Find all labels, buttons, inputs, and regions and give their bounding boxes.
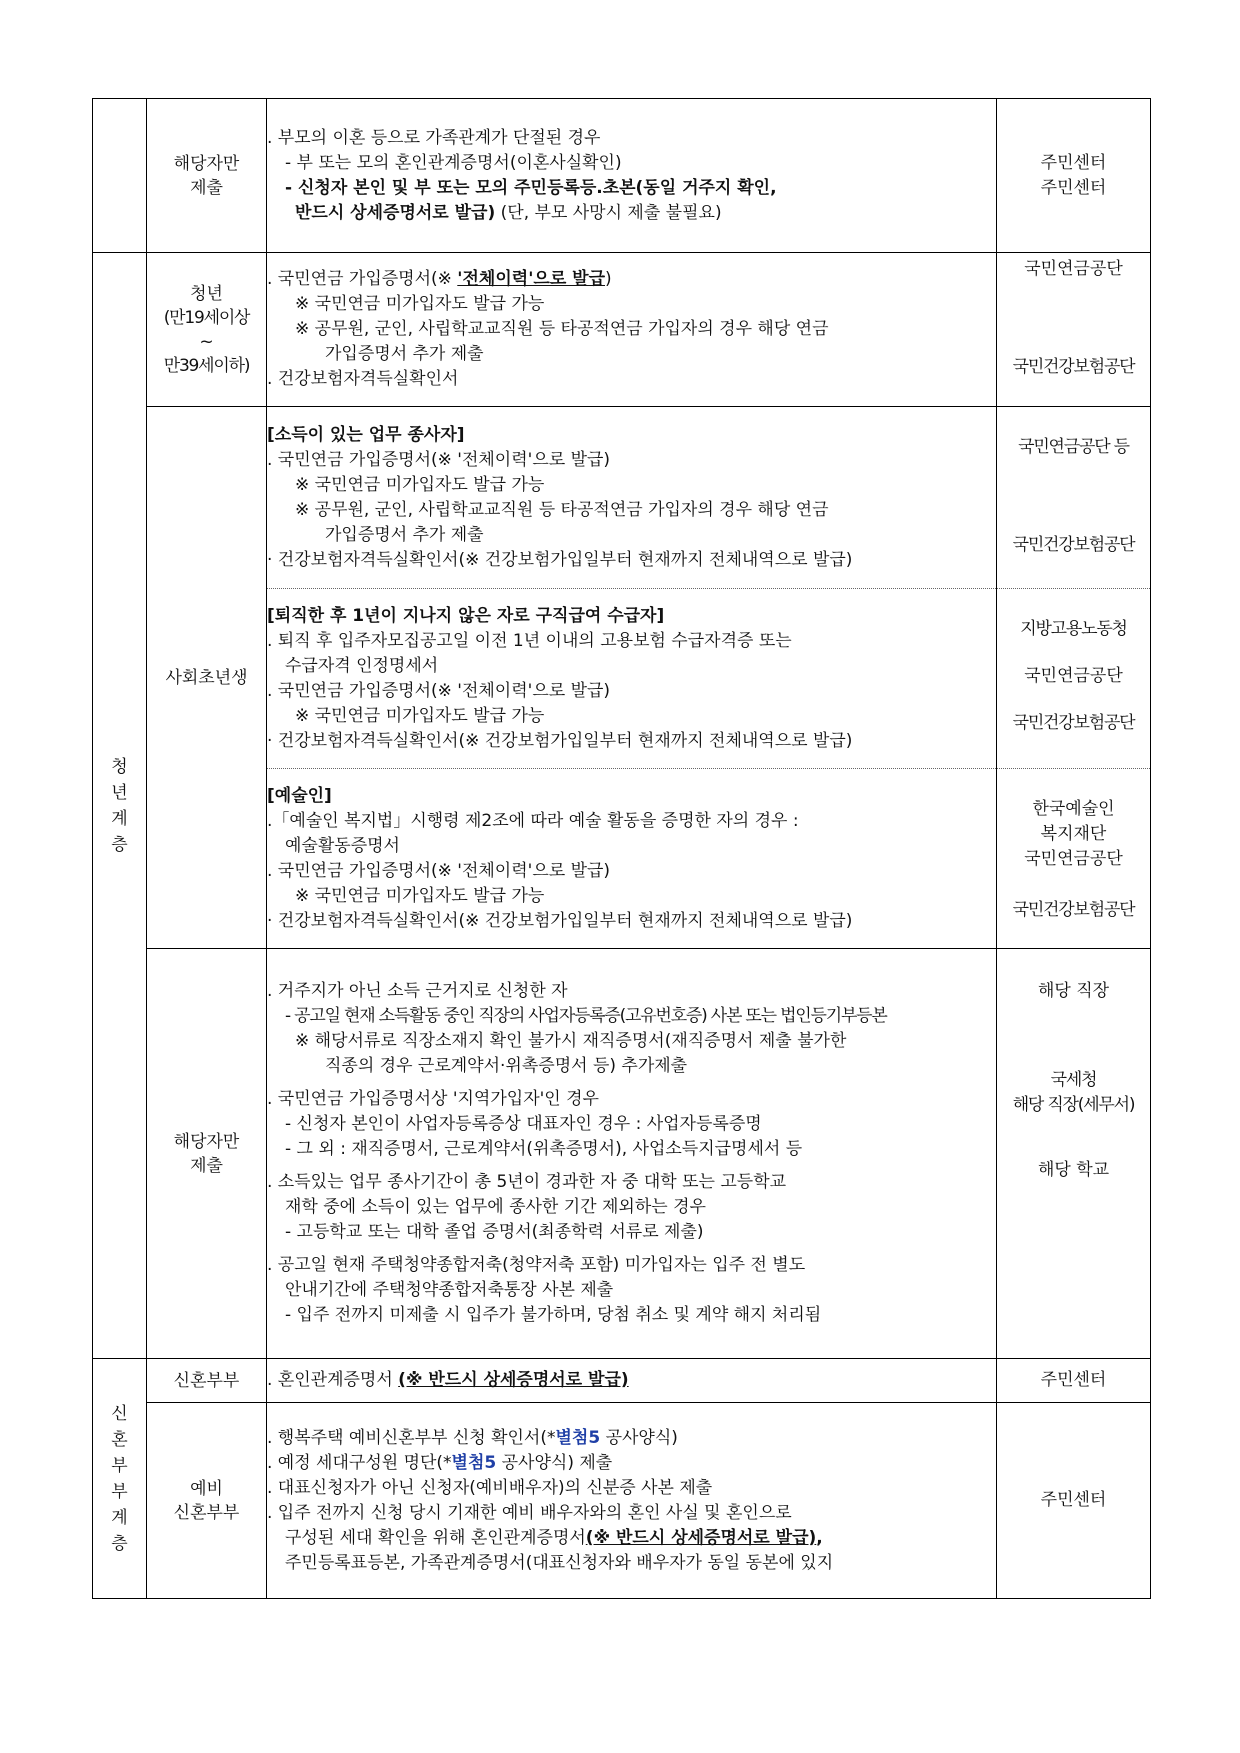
table-row xyxy=(93,253,1151,407)
list-item: · 건강보험자격득실확인서(※ 건강보험가입일부터 현재까지 전체내역으로 발급) xyxy=(267,549,853,570)
list-item: . 국민연금 가입증명서상 '지역가입자'인 경우 xyxy=(267,1089,599,1109)
list-item: 예술활동증명서 xyxy=(285,835,400,856)
issuer-cell: 국민연금공단 등 국민건강보험공단 xyxy=(997,407,1151,589)
list-item: . 국민연금 가입증명서(※ '전체이력'으로 발급) xyxy=(267,269,612,289)
table-row xyxy=(93,1403,1151,1599)
list-item: . 공고일 현재 주택청약종합저축(청약저축 포함) 미가입자는 입주 전 별도 xyxy=(267,1255,806,1275)
category-cell: 예비 신혼부부 xyxy=(147,1403,267,1599)
list-item: ※ 국민연금 미가입자도 발급 가능 xyxy=(295,885,545,906)
content-cell xyxy=(267,1359,997,1403)
list-item: ※ 공무원, 군인, 사립학교교직원 등 타공적연금 가입자의 경우 해당 연금 xyxy=(295,499,829,520)
content-cell xyxy=(267,949,997,1359)
list-item: 안내기간에 주택청약종합저축통장 사본 제출 xyxy=(285,1280,614,1300)
list-item: 구성된 세대 확인을 위해 혼인관계증명서(※ 반드시 상세증명서로 발급), xyxy=(285,1527,823,1548)
list-item: . 소득있는 업무 종사기간이 총 5년이 경과한 자 중 대학 또는 고등학교 xyxy=(267,1172,787,1192)
list-item: 재학 중에 소득이 있는 업무에 종사한 기간 제외하는 경우 xyxy=(285,1197,706,1217)
category-cell: 청년 (만19세이상 ~ 만39세이하) xyxy=(147,253,267,407)
list-item: . 행복주택 예비신혼부부 신청 확인서(*별첨5 공사양식) xyxy=(267,1427,678,1448)
document-table xyxy=(92,98,1151,1599)
content-cell xyxy=(267,99,997,253)
list-item: . 거주지가 아닌 소득 근거지로 신청한 자 xyxy=(267,981,568,1001)
list-item: ※ 국민연금 미가입자도 발급 가능 xyxy=(295,474,545,495)
issuer-cell: 한국예술인 복지재단 국민연금공단 국민건강보험공단 xyxy=(997,769,1151,949)
list-item: . 국민연금 가입증명서(※ '전체이력'으로 발급) xyxy=(267,680,611,701)
list-item: · 건강보험자격득실확인서(※ 건강보험가입일부터 현재까지 전체내역으로 발급) xyxy=(267,910,853,931)
content-cell xyxy=(267,407,997,589)
content-cell xyxy=(267,769,997,949)
group-cell-empty xyxy=(93,99,147,253)
list-item: . 입주 전까지 신청 당시 기재한 예비 배우자와의 혼인 사실 및 혼인으로 xyxy=(267,1502,792,1523)
list-item: - 부 또는 모의 혼인관계증명서(이혼사실확인) xyxy=(285,152,622,173)
section-header: [예술인] xyxy=(267,785,332,806)
category-cell: 해당자만 제출 xyxy=(147,99,267,253)
issuer-cell: 주민센터 주민센터 xyxy=(997,99,1151,253)
issuer-cell: 해당 직장 국세청 해당 직장(세무서) 해당 학교 xyxy=(997,949,1151,1359)
section-header: [소득이 있는 업무 종사자] xyxy=(267,424,465,445)
list-item: · 건강보험자격득실확인서(※ 건강보험가입일부터 현재까지 전체내역으로 발급) xyxy=(267,730,853,751)
issuer-cell: 주민센터 xyxy=(997,1359,1151,1403)
content-cell xyxy=(267,1403,997,1599)
list-item: ※ 공무원, 군인, 사립학교교직원 등 타공적연금 가입자의 경우 해당 연금 xyxy=(295,319,829,339)
issuer-cell: 주민센터 xyxy=(997,1403,1151,1599)
list-item: ※ 국민연금 미가입자도 발급 가능 xyxy=(295,294,545,314)
list-item: . 국민연금 가입증명서(※ '전체이력'으로 발급) xyxy=(267,860,611,881)
issuer-cell: 국민연금공단 국민건강보험공단 xyxy=(997,253,1151,407)
list-item: 가입증명서 추가 제출 xyxy=(325,344,484,364)
list-item: . 부모의 이혼 등으로 가족관계가 단절된 경우 xyxy=(267,127,601,148)
list-item: - 그 외 : 재직증명서, 근로계약서(위촉증명서), 사업소득지급명세서 등 xyxy=(285,1139,803,1159)
content-cell xyxy=(267,589,997,769)
category-cell: 신혼부부 xyxy=(147,1359,267,1403)
table-row xyxy=(93,99,1151,253)
list-item: 가입증명서 추가 제출 xyxy=(325,524,484,545)
list-item: 직종의 경우 근로계약서·위촉증명서 등) 추가제출 xyxy=(325,1056,688,1076)
table-row xyxy=(93,407,1151,589)
list-item: ※ 해당서류로 직장소재지 확인 불가시 재직증명서(재직증명서 제출 불가한 xyxy=(295,1031,847,1051)
list-item: . 혼인관계증명서 (※ 반드시 상세증명서로 발급) xyxy=(267,1370,629,1390)
list-item: . 건강보험자격득실확인서 xyxy=(267,369,459,389)
list-item: - 신청자 본인이 사업자등록증상 대표자인 경우 : 사업자등록증명 xyxy=(285,1114,762,1134)
content-cell xyxy=(267,253,997,407)
list-item: 수급자격 인정명세서 xyxy=(285,655,439,676)
issuer-cell: 지방고용노동청 국민연금공단 국민건강보험공단 xyxy=(997,589,1151,769)
list-item: 반드시 상세증명서로 발급) (단, 부모 사망시 제출 불필요) xyxy=(295,202,722,223)
list-item: . 대표신청자가 아닌 신청자(예비배우자)의 신분증 사본 제출 xyxy=(267,1477,713,1498)
list-item: - 고등학교 또는 대학 졸업 증명서(최종학력 서류로 제출) xyxy=(285,1222,704,1242)
list-item: - 신청자 본인 및 부 또는 모의 주민등록등.초본(동일 거주지 확인, xyxy=(285,177,777,198)
table-row xyxy=(93,949,1151,1359)
list-item: 주민등록표등본, 가족관계증명서(대표신청자와 배우자가 동일 동본에 있지 xyxy=(285,1552,834,1573)
group-cell-newlywed: 신 혼 부 부 계 층 xyxy=(93,1359,147,1599)
section-header: [퇴직한 후 1년이 지나지 않은 자로 구직급여 수급자] xyxy=(267,605,665,626)
list-item: . 국민연금 가입증명서(※ '전체이력'으로 발급) xyxy=(267,449,611,470)
group-cell-youth: 청 년 계 층 xyxy=(93,253,147,1359)
table-row xyxy=(93,1359,1151,1403)
list-item: . 예정 세대구성원 명단(*별첨5 공사양식) 제출 xyxy=(267,1452,613,1473)
list-item: . 퇴직 후 입주자모집공고일 이전 1년 이내의 고용보험 수급자격증 또는 xyxy=(267,630,792,651)
list-item: ※ 국민연금 미가입자도 발급 가능 xyxy=(295,705,545,726)
category-cell: 해당자만 제출 xyxy=(147,949,267,1359)
list-item: .「예술인 복지법」시행령 제2조에 따라 예술 활동을 증명한 자의 경우 : xyxy=(267,810,799,831)
list-item: - 공고일 현재 소득활동 중인 직장의 사업자등록증(고유번호증) 사본 또는 법인등기부등본 xyxy=(285,1006,887,1026)
list-item: - 입주 전까지 미제출 시 입주가 불가하며, 당첨 취소 및 계약 해지 처리됨 xyxy=(285,1305,822,1325)
category-cell: 사회초년생 xyxy=(147,407,267,949)
